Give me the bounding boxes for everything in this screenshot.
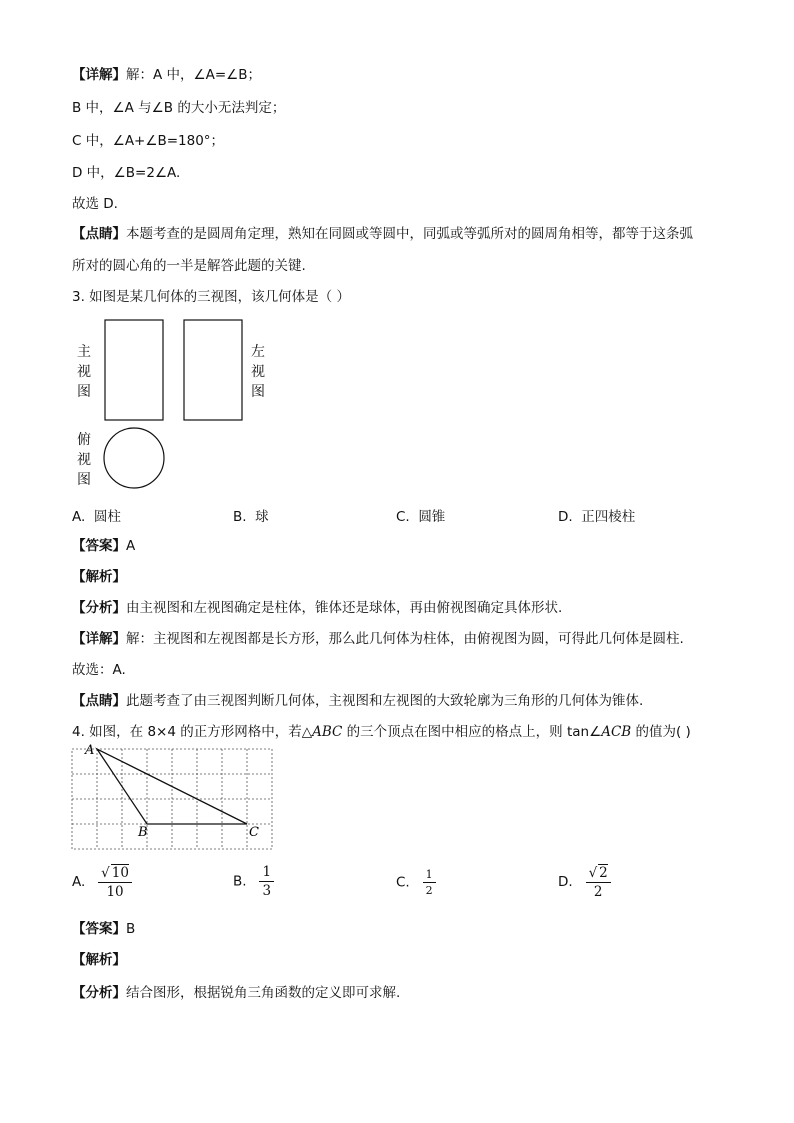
q3-stem: 3. 如图是某几何体的三视图，该几何体是（ ） [72,289,350,305]
top-view-circle [104,428,164,488]
fraction: $\frac{1}{2}$ [423,868,436,897]
q4-analysis-heading: 【解析】 [72,952,126,968]
q3-option-a: A. 圆柱 [72,509,121,525]
fraction: $\frac{√ 2}{2}$ [586,864,611,900]
answer-bracket: 【答案】 [72,538,126,554]
answer-value: A [126,538,136,554]
q3-choose: 故选：A. [72,662,126,678]
q4-option-d: D. $\frac{√ 2}{2}$ [558,864,611,900]
q3-option-b: B. 球 [233,509,269,525]
comment-text: 本题考查的是圆周角定理，熟知在同圆或等圆中，同弧或等弧所对的圆周角相等，都等于这条弧 [126,226,693,242]
front-view-rect [105,320,163,420]
q3-detail [72,630,684,648]
front-view-label: 主 视 图 [77,344,91,400]
comment-bracket: 【点睛】 [72,693,126,709]
detail-text: 解：主视图和左视图都是长方形，那么此几何体为柱体，由俯视图为圆，可得此几何体是圆柱. [126,631,684,647]
vertex-label-a: A [85,743,95,758]
side-view-rect [184,320,242,420]
detail-line-d: D 中，∠B=2∠A. [72,165,181,181]
analysis-text: 由主视图和左视图确定是柱体，锥体还是球体，再由俯视图确定具体形状. [126,600,563,616]
q3-option-c: C. 圆锥 [396,509,446,525]
q4-option-a: A. $\frac{√ 10}{10}$ [72,864,132,900]
analysis-bracket: 【分析】 [72,985,126,1001]
side-view-label: 左 视 图 [251,344,265,400]
detail-bracket: 【详解】 [72,631,126,647]
comment-text: 此题考查了由三视图判断几何体，主视图和左视图的大致轮廓为三角形的几何体为锥体. [126,693,644,709]
grid-figure [72,743,272,848]
q3-analysis [72,599,562,617]
answer-bracket: 【答案】 [72,921,126,937]
analysis-text: 结合图形，根据锐角三角函数的定义即可求解. [126,985,401,1001]
fraction: $\frac{1}{3}$ [259,864,274,899]
analysis-bracket: 【分析】 [72,600,126,616]
vertex-label-b: B [138,825,148,840]
comment-line-2: 所对的圆心角的一半是解答此题的关键. [72,258,306,274]
fraction: $\frac{√ 10}{10}$ [98,864,132,900]
top-view-label: 俯 视 图 [77,432,91,488]
q4-answer [72,920,135,938]
comment-bracket: 【点睛】 [72,226,126,242]
q4-option-b: B. $\frac{1}{3}$ [233,864,274,899]
q3-option-d: D. 正四棱柱 [558,509,636,525]
q3-answer [72,537,135,555]
q4-option-c: C. $\frac{1}{2}$ [396,868,436,897]
three-views-figure [0,0,794,520]
detail-line-b: B 中，∠A 与∠B 的大小无法判定； [72,100,286,116]
choose-line: 故选 D. [72,196,118,212]
q4-analysis [72,984,400,1002]
answer-value: B [126,921,136,937]
detail-text: 解：A 中，∠A=∠B； [126,67,262,83]
detail-line-c: C 中，∠A+∠B=180°； [72,133,225,149]
vertex-label-c: C [249,825,259,840]
q3-comment [72,692,643,710]
q3-analysis-heading: 【解析】 [72,569,126,585]
triangle-abc [97,749,247,824]
detail-bracket: 【详解】 [72,67,126,83]
q4-stem: 4. 如图，在 8×4 的正方形网格中，若△ABC 的三个顶点在图中相应的格点上，则 tan∠ACB 的值为( ) [72,724,691,740]
